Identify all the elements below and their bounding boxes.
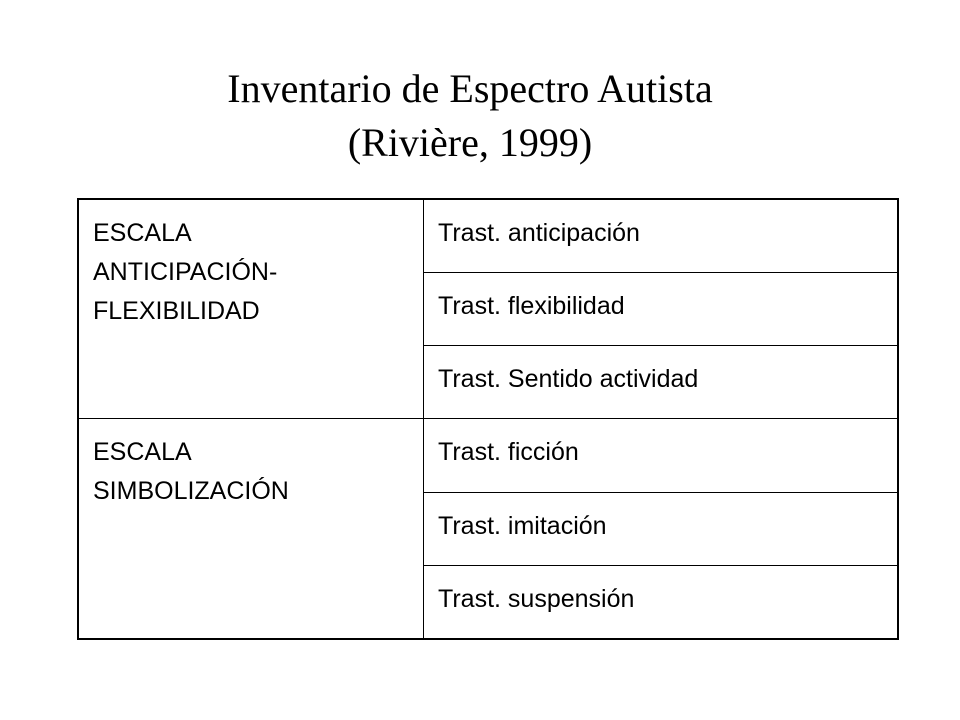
title-line-1: Inventario de Espectro Autista: [227, 66, 713, 111]
scale-cell-simbolizacion: [79, 419, 424, 639]
scale-label-line: ESCALA: [93, 219, 192, 247]
slide-title: [100, 62, 840, 170]
table-row: [79, 419, 898, 492]
scale-label-line: SIMBOLIZACIÓN: [93, 477, 289, 506]
scale-cell-anticipacion-flexibilidad: [79, 200, 424, 419]
item-cell: Trast. suspensión: [424, 565, 898, 638]
scales-table: [78, 199, 898, 639]
item-cell: Trast. ficción: [424, 419, 898, 492]
item-cell: Trast. imitación: [424, 492, 898, 565]
scale-label-line: FLEXIBILIDAD: [93, 297, 260, 325]
table-row: [79, 200, 898, 273]
scale-label-line: ESCALA: [93, 438, 192, 467]
item-cell: Trast. Sentido actividad: [424, 346, 898, 419]
item-cell: Trast. anticipación: [424, 200, 898, 273]
title-line-2: (Rivière, 1999): [347, 120, 593, 165]
scale-label-line: ANTICIPACIÓN-: [93, 258, 278, 286]
item-cell: Trast. flexibilidad: [424, 273, 898, 346]
